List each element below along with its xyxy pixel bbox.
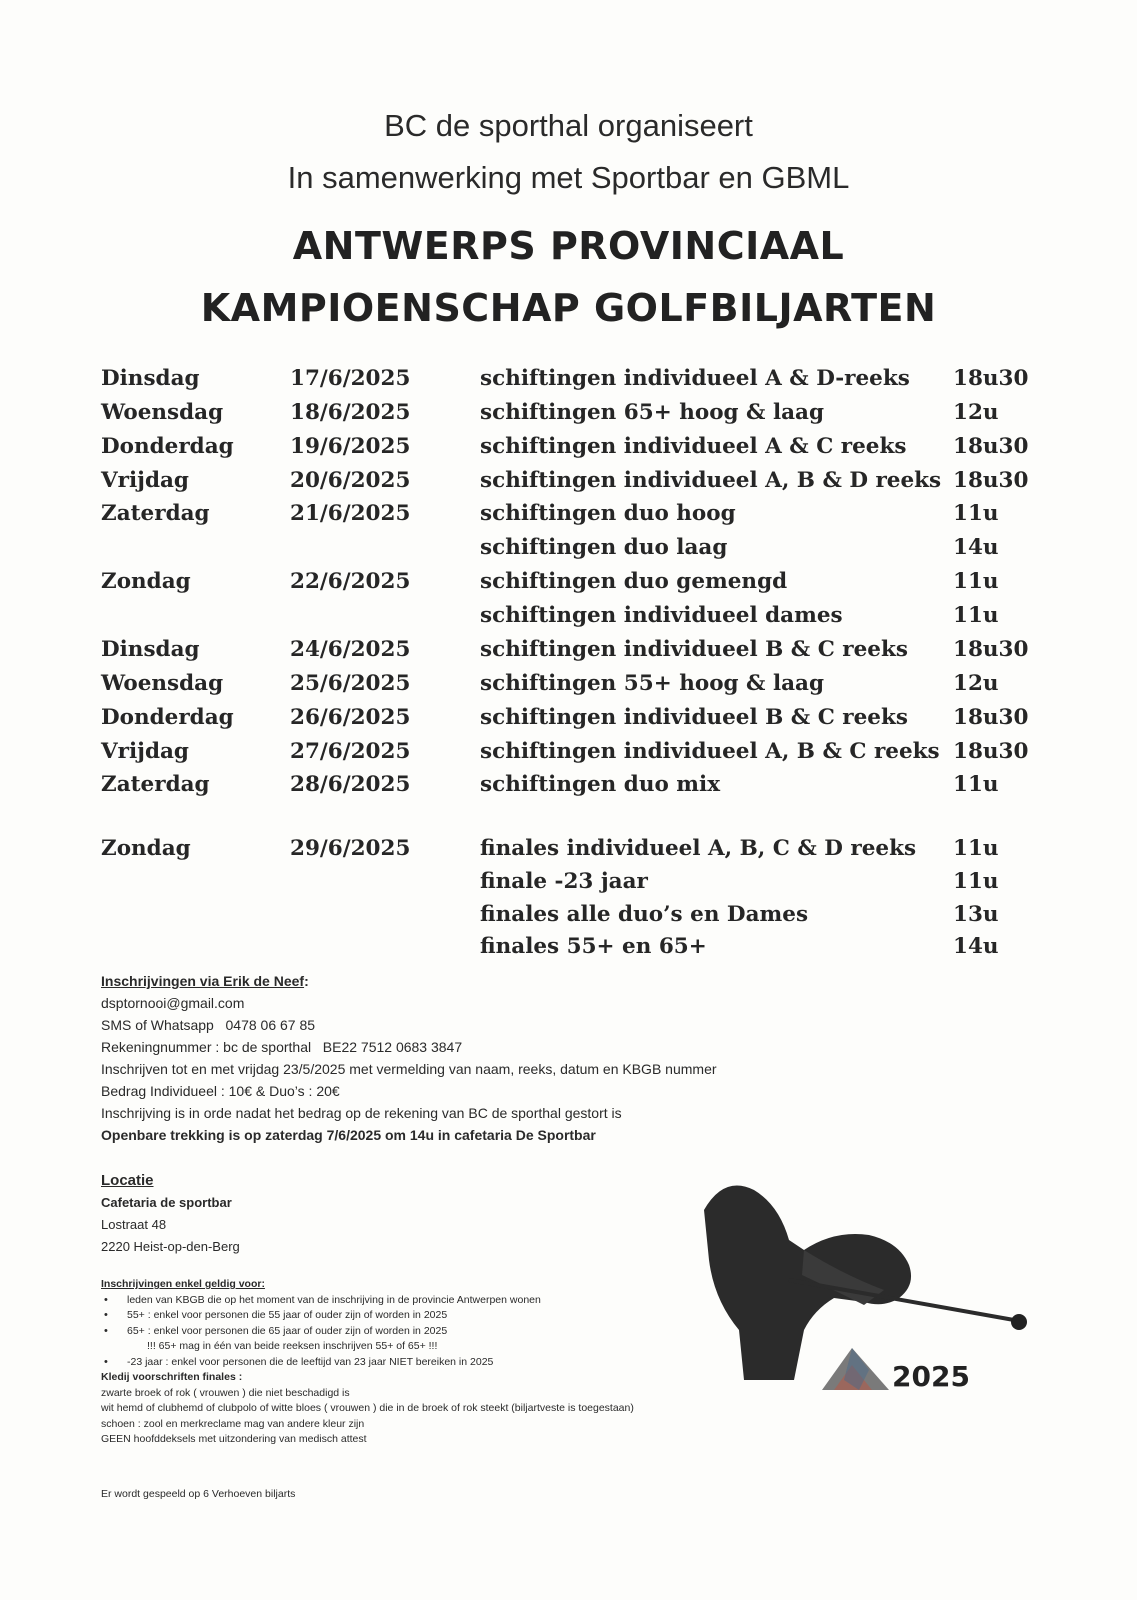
schedule-day: Zaterdag [101, 772, 210, 797]
schedule-day: Woensdag [101, 671, 224, 696]
organizer-line: BC de sporthal organiseert [384, 108, 753, 143]
schedule-time: 12u [953, 671, 999, 696]
schedule-event: schiftingen duo mix [480, 772, 721, 797]
registration-email: dsptornooi@gmail.com [101, 995, 245, 1011]
registration-payment-note: Inschrijving is in orde nadat het bedrag op de rekening van BC de sporthal gestort is [101, 1105, 622, 1121]
dresscode-heading: Kledij voorschriften finales : [101, 1371, 243, 1383]
logo-year: 2025 [892, 1360, 970, 1393]
schedule-time: 18u30 [953, 739, 1029, 764]
schedule-time: 11u [953, 603, 999, 628]
list-item: • 65+ : enkel voor personen die 65 jaar of ouder zijn of worden in 2025 [104, 1324, 448, 1337]
registration-account: Rekeningnummer : bc de sporthal BE22 7512 0683 3847 [101, 1039, 463, 1055]
footer-note: Er wordt gespeeld op 6 Verhoeven biljarts [101, 1488, 296, 1500]
schedule-event: schiftingen duo gemengd [480, 569, 788, 594]
schedule-event: schiftingen individueel B & C reeks [480, 637, 908, 662]
billiard-player-silhouette-icon [684, 1180, 1034, 1400]
registration-phone: SMS of Whatsapp 0478 06 67 85 [101, 1017, 316, 1033]
schedule-event: finales 55+ en 65+ [480, 934, 707, 959]
dresscode-line: wit hemd of clubhemd of clubpolo of witte bloes ( vrouwen ) die in de broek of rok steekt (biljartveste is toegestaan) [101, 1402, 634, 1414]
schedule-time: 12u [953, 400, 999, 425]
schedule-event: schiftingen individueel A & C reeks [480, 434, 907, 459]
dresscode-line: schoen : zool en merkreclame mag van andere kleur zijn [101, 1417, 365, 1430]
schedule-date: 27/6/2025 [290, 739, 411, 764]
schedule-date: 20/6/2025 [290, 468, 411, 493]
schedule-date: 28/6/2025 [290, 772, 411, 797]
location-city: 2220 Heist-op-den-Berg [101, 1239, 240, 1254]
list-item: • 55+ : enkel voor personen die 55 jaar of ouder zijn of worden in 2025 [104, 1309, 448, 1321]
schedule-event: schiftingen duo hoog [480, 501, 736, 526]
registration-draw: Openbare trekking is op zaterdag 7/6/2025 om 14u in cafetaria De Sportbar [101, 1127, 596, 1143]
schedule-day: Dinsdag [101, 366, 200, 391]
schedule-date: 19/6/2025 [290, 434, 411, 459]
schedule-date: 25/6/2025 [290, 671, 411, 696]
list-item: • leden van KBGB die op het moment van de inschrijving in de provincie Antwerpen wonen [104, 1293, 541, 1306]
schedule-date: 24/6/2025 [290, 637, 411, 662]
schedule-day: Donderdag [101, 434, 234, 459]
registration-heading: Inschrijvingen via Erik de Neef [101, 973, 305, 989]
schedule-day: Zaterdag [101, 501, 210, 526]
schedule-time: 14u [953, 934, 999, 959]
schedule-day: Zondag [101, 569, 191, 594]
schedule-time: 11u [953, 772, 999, 797]
schedule-time: 13u [953, 902, 999, 927]
schedule-time: 11u [953, 501, 999, 526]
schedule-time: 18u30 [953, 637, 1029, 662]
schedule-date: 26/6/2025 [290, 705, 411, 730]
title-line-1: ANTWERPS PROVINCIAAL [292, 224, 845, 268]
schedule-time: 11u [953, 869, 999, 894]
schedule-event: schiftingen individueel A, B & D reeks [480, 468, 942, 493]
title-line-2: KAMPIOENSCHAP GOLFBILJARTEN [200, 286, 937, 330]
schedule-date: 29/6/2025 [290, 836, 411, 861]
list-item: !!! 65+ mag in één van beide reeksen inschrijven 55+ of 65+ !!! [147, 1340, 438, 1352]
schedule-event: schiftingen individueel A & D-reeks [480, 366, 910, 391]
schedule-date: 21/6/2025 [290, 501, 411, 526]
cooperation-line: In samenwerking met Sportbar en GBML [287, 160, 850, 195]
location-heading: Locatie [101, 1172, 154, 1189]
schedule-time: 14u [953, 535, 999, 560]
schedule-day: Vrijdag [101, 468, 189, 493]
schedule-day: Dinsdag [101, 637, 200, 662]
schedule-event: schiftingen 65+ hoog & laag [480, 400, 825, 425]
schedule-event: finales alle duo’s en Dames [480, 902, 809, 927]
list-item: • -23 jaar : enkel voor personen die de leeftijd van 23 jaar NIET bereiken in 2025 [104, 1355, 494, 1368]
schedule-date: 18/6/2025 [290, 400, 411, 425]
dresscode-line: GEEN hoofddeksels met uitzondering van medisch attest [101, 1433, 367, 1445]
schedule-day: Donderdag [101, 705, 234, 730]
eligibility-heading: Inschrijvingen enkel geldig voor: [101, 1278, 265, 1290]
registration-fee: Bedrag Individueel : 10€ & Duo’s : 20€ [101, 1083, 340, 1099]
registration-deadline: Inschrijven tot en met vrijdag 23/5/2025 met vermelding van naam, reeks, datum en KBGB nummer [101, 1061, 717, 1077]
schedule-event: schiftingen 55+ hoog & laag [480, 671, 825, 696]
schedule-time: 18u30 [953, 366, 1029, 391]
schedule-time: 18u30 [953, 434, 1029, 459]
dresscode-line: zwarte broek of rok ( vrouwen ) die niet beschadigd is [101, 1386, 350, 1399]
location-street: Lostraat 48 [101, 1217, 167, 1232]
schedule-day: Vrijdag [101, 739, 189, 764]
registration-section: Inschrijvingen via Erik de Neef: dsptornooi@gmail.com SMS of Whatsapp 0478 06 67 85 Rekeningnummer : bc de sporthal BE22 7512 0683 3847 Inschrijven tot en met vrijdag 23/5/2025 met vermelding van naam, reeks, datum en KBGB nummer Bedrag Individueel : 10€ & Duo’s : 20€ Inschrijving is in orde nadat het bedrag op de rekening van BC de sporthal gestort is Openbare trekking is op zaterdag 7/6/2025 om 14u in cafetaria De Sportbar [101, 970, 1041, 1146]
schedule-event: schiftingen individueel A, B & C reeks [480, 739, 940, 764]
schedule-day: Woensdag [101, 400, 224, 425]
schedule-time: 11u [953, 836, 999, 861]
schedule-time: 18u30 [953, 705, 1029, 730]
schedule-event: finale -23 jaar [480, 869, 648, 894]
schedule-event: finales individueel A, B, C & D reeks [480, 836, 917, 861]
schedule-event: schiftingen duo laag [480, 535, 728, 560]
schedule-date: 17/6/2025 [290, 366, 411, 391]
schedule-date: 22/6/2025 [290, 569, 411, 594]
schedule-event: schiftingen individueel B & C reeks [480, 705, 908, 730]
schedule-day: Zondag [101, 836, 191, 861]
location-name: Cafetaria de sportbar [101, 1195, 232, 1210]
schedule-time: 11u [953, 569, 999, 594]
schedule-time: 18u30 [953, 468, 1029, 493]
schedule-event: schiftingen individueel dames [480, 603, 843, 628]
